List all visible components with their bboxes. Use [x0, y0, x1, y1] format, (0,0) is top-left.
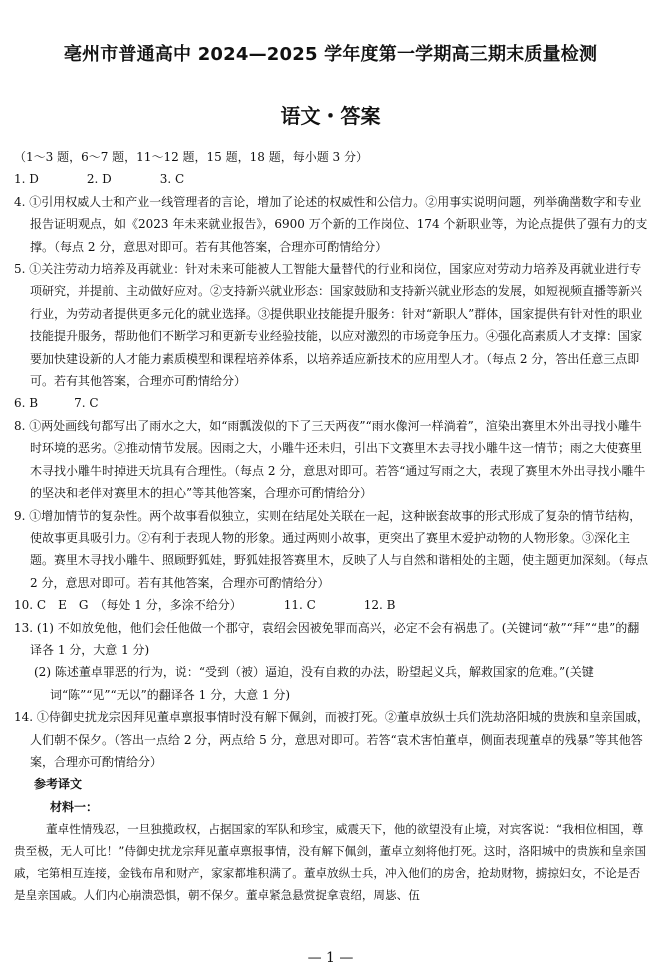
answer-8: 8. ①两处画线句都写出了雨水之大，如“雨瓢泼似的下了三天两夜”“雨水像河一样淌着”，渲染出赛里木外出寻找小雕牛时环境的恶劣。②推动情节发展。因雨之大，小雕牛还未归，引出下文赛里木去寻找小雕牛这一情节；雨之大使赛里木寻找小雕牛时掉进天坑具有合理性。（每点 2 分，意思对即可。若答“通过写雨之大，表现了赛里木外出寻找小雕牛的坚决和老伴对赛里木的担心”等其他答案，合理亦可酌情给分）: [14, 418, 646, 501]
page-number: — 1 —: [307, 950, 354, 966]
answer-13-part-2: (2) 陈述董卓罪恶的行为，说：“受到（被）逼迫，没有自救的办法，盼望起义兵，解救国家的危难。”(关键词“陈”“见”“无以”的翻译各 1 分，大意 1 分): [34, 665, 594, 702]
answer-14: 14. ①侍御史扰龙宗因拜见董卓禀报事情时没有解下佩剑，而被打死。②董卓放纵士兵们洗劫洛阳城的贵族和皇亲国戚，人们朝不保夕。（答出一点给 2 分，两点给 5 分，意思对即可。若答“袁术害怕董卓，侧面表现董卓的残暴”等其他答案，合理亦可酌情给分）: [14, 710, 649, 769]
answer-13-part-1: 13. (1) 不如放免他，他们会任他做一个郡守，袁绍会因被免罪而高兴，必定不会有祸患了。(关键词“赦”“拜”“患”的翻译各 1 分，大意 1 分): [14, 620, 640, 657]
answer-4: 4. ①引用权威人士和产业一线管理者的言论，增加了论述的权威性和公信力。②用事实说明问题，列举确凿数字和专业报告证明观点，如《2023 年未来就业报告》，6900 万个新的工作岗位、174 个新职业等，为论点提供了强有力的支撑。（每点 2 分，意思对即可。若有其他答案，合理亦可酌情给分）: [14, 194, 648, 254]
document-subtitle: 语文・答案: [280, 104, 381, 128]
document-title: 亳州市普通高中 2024—2025 学年度第一学期高三期末质量检测: [63, 44, 598, 65]
reference-translation-title: 参考译文: [34, 777, 83, 792]
material-1-title: 材料一：: [50, 799, 99, 814]
scoring-note: （1～3 题，6～7 题，11～12 题，15 题，18 题，每小题 3 分）: [14, 150, 368, 164]
answer-content: [14, 146, 650, 906]
answers-6-7: 6. B 7. C: [14, 396, 99, 411]
answer-5: 5. ①关注劳动力培养及再就业：针对未来可能被人工智能大量替代的行业和岗位，国家应对劳动力培养及再就业进行专项研究，并提前、主动做好应对。②支持新兴就业形态：国家鼓励和支持新兴就业形态的发展，如短视频直播等新兴行业，为劳动者提供更多元化的就业选择。③提供职业技能提升服务：针对“新职人”群体，国家提供有针对性的职业技能提升服务，帮助他们不断学习和更新专业经验技能，以应对激烈的市场竞争压力。④强化高素质人才支撑：国家要加快建设新的人才能力素质模型和课程培养体系，以培养适应新技术的应用型人才。（每点 2 分，答出任意三点即可。若有其他答案，合理亦可酌情给分）: [14, 262, 643, 389]
answer-9: 9. ①增加情节的复杂性。两个故事看似独立，实则在结尾处关联在一起，这种嵌套故事的形式形成了复杂的情节结构，使故事更具吸引力。②有利于表现人物的形象。通过两则小故事，更突出了赛里木爱护动物的人物形象。③深化主题。赛里木寻找小雕牛、照顾野狐娃，野狐娃报答赛里木，反映了人与自然和谐相处的主题，使主题更加深刻。（每点 2 分，意思对即可。若有其他答案，合理亦可酌情给分）: [14, 508, 649, 590]
answers-1-3: 1. D 2. D 3. C: [14, 172, 185, 187]
answers-10-12: 10. C E G （每处 1 分，多涂不给分） 11. C 12. B: [14, 598, 396, 613]
material-1-translation: 董卓性情残忍，一旦独揽政权，占据国家的军队和珍宝，威震天下，他的欲望没有止境，对宾客说：“我相位相国，尊贵至极，无人可比！”侍御史扰龙宗拜见董卓禀报事情，没有解下佩剑，董卓立刻将他打死。这时，洛阳城中的贵族和皇亲国戚，宅第相互连接，金钱布帛和财产，家家都堆积满了。董卓放纵士兵，冲入他们的房舍，抢劫财物，掳掠妇女，不论是否是皇亲国戚。人们内心崩溃恐惧，朝不保夕。董卓紧急悬赏捉拿袁绍，周毖、伍: [14, 822, 647, 903]
